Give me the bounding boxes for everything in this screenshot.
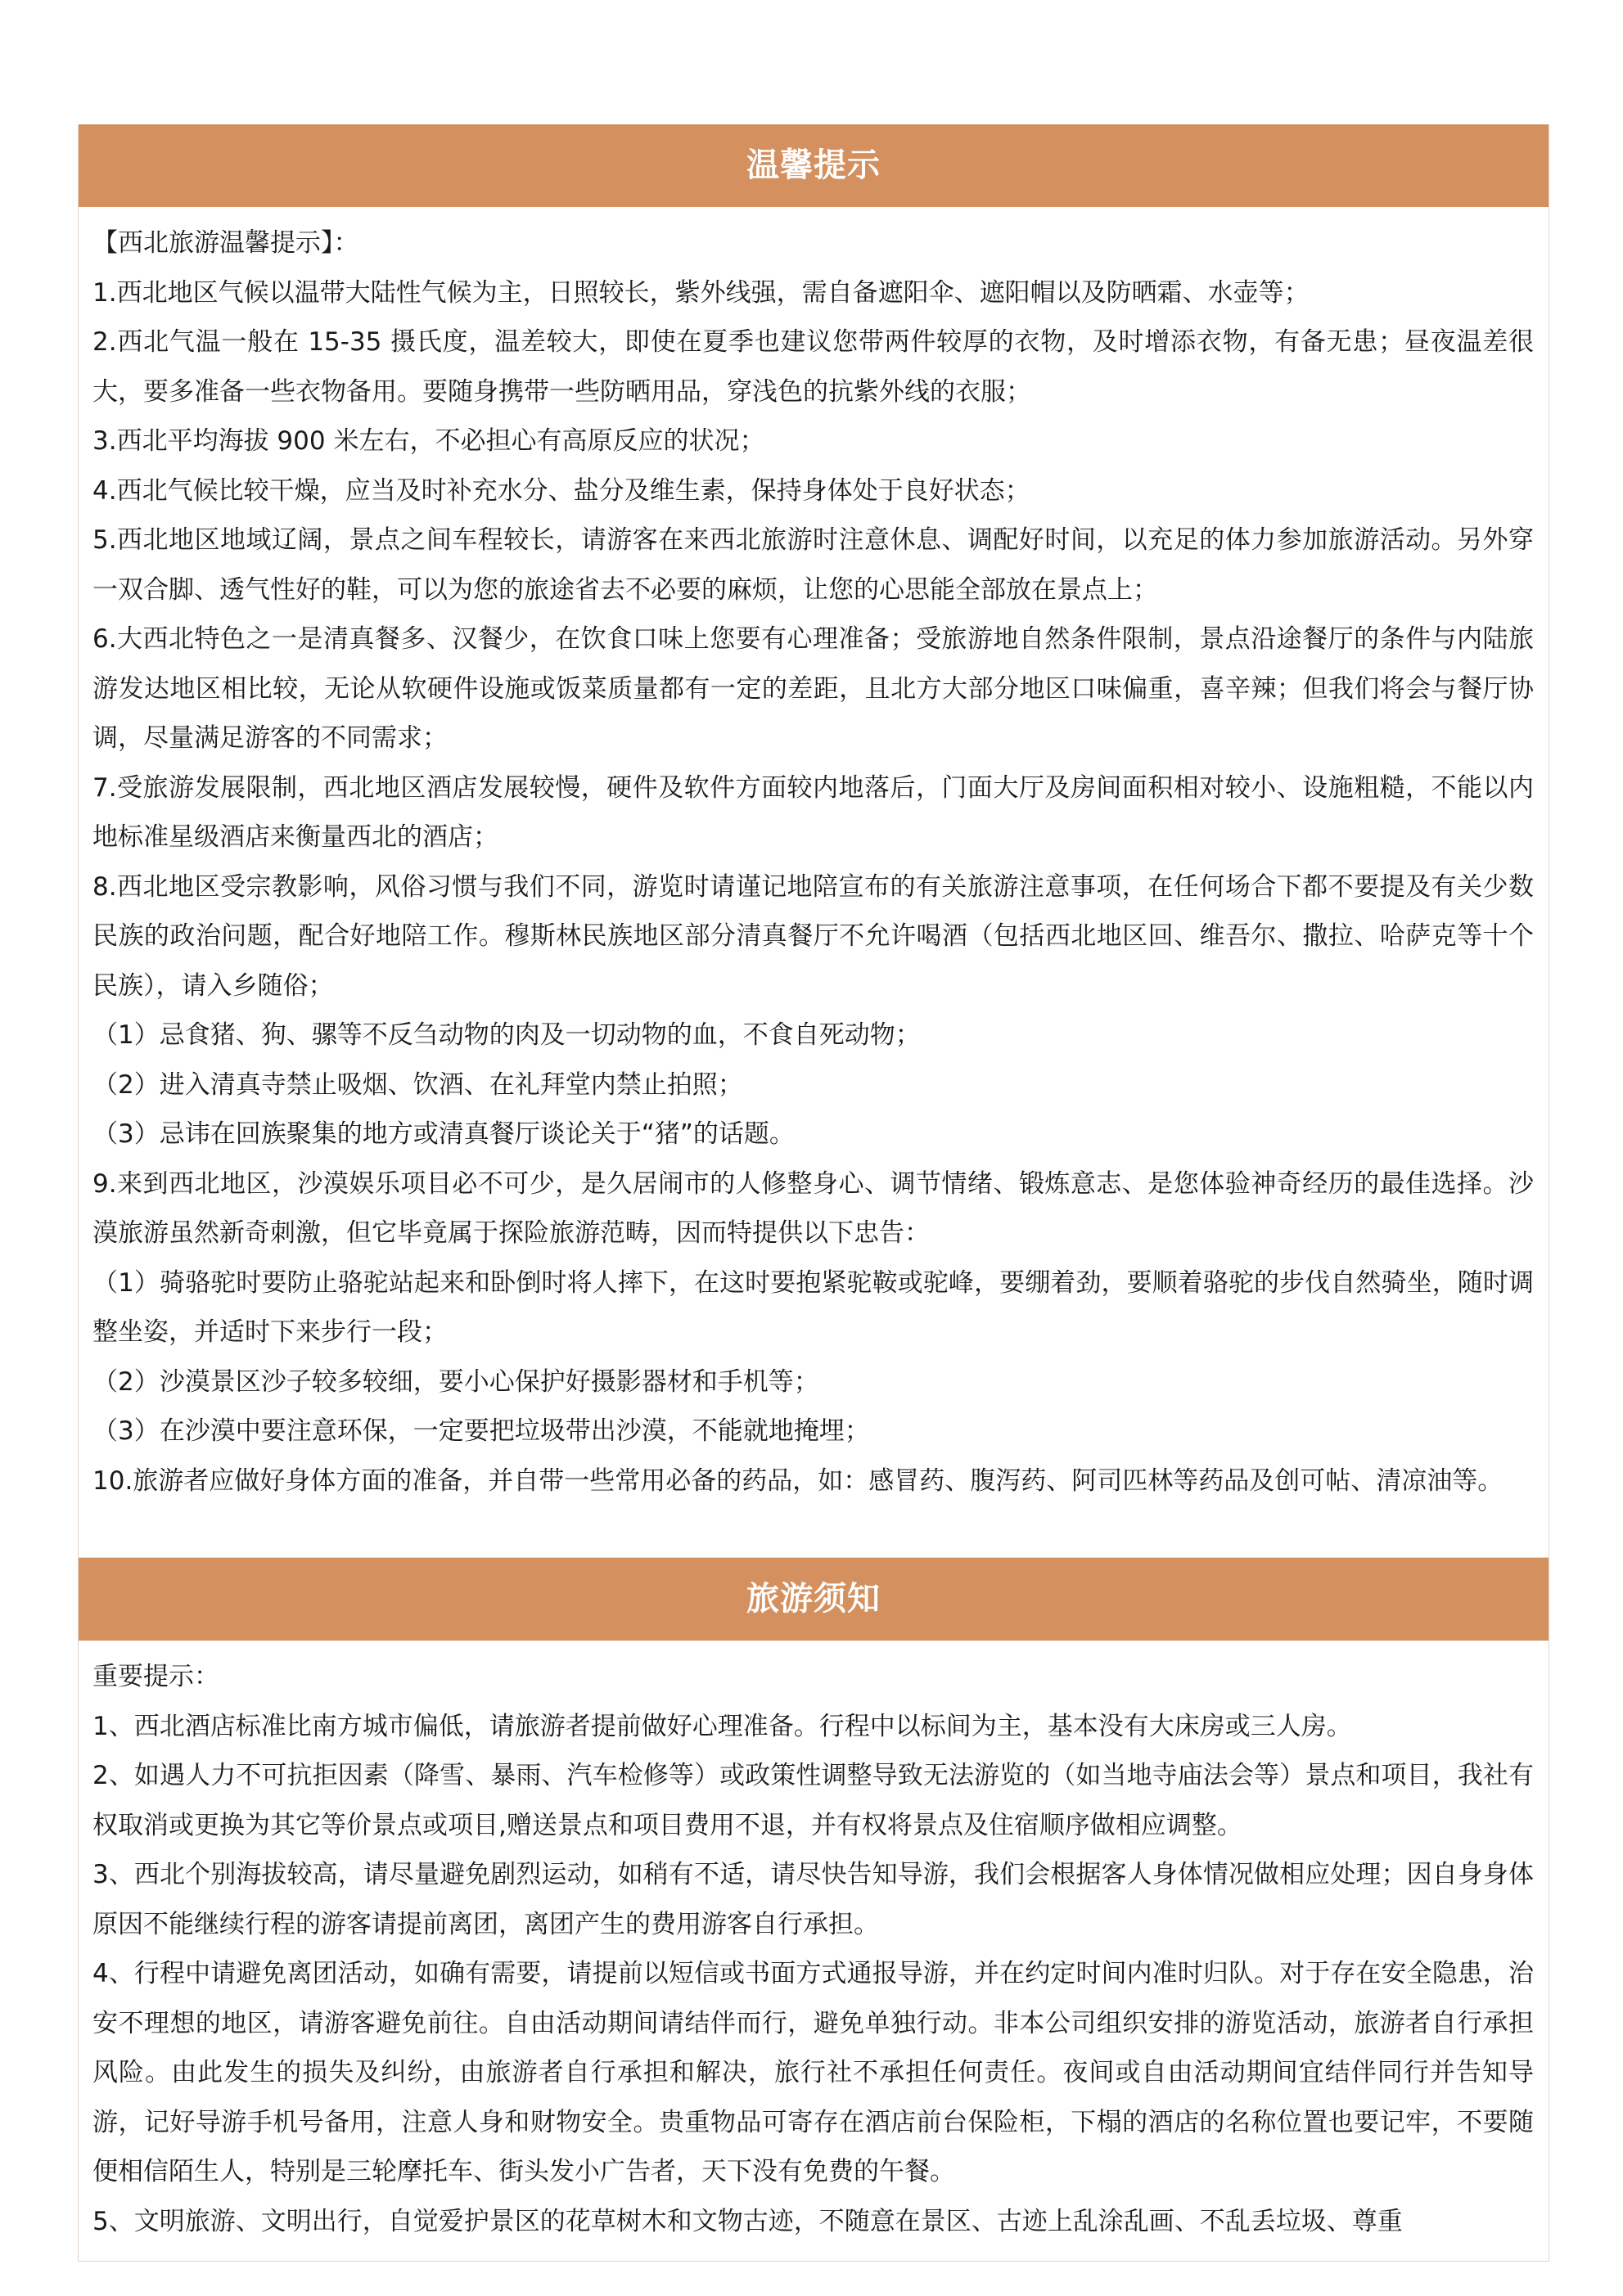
tip-subitem: （1）骑骆驼时要防止骆驼站起来和卧倒时将人摔下，在这时要抱紧驼鞍或驼峰，要绷着劲，要顺着骆驼的步伐自然骑坐，随时调整坐姿，并适时下来步行一段； <box>92 1267 1534 1347</box>
notice-item: 3、西北个别海拔较高，请尽量避免剧烈运动，如稍有不适，请尽快告知导游，我们会根据客人身体情况做相应处理；因自身身体原因不能继续行程的游客请提前离团，离团产生的费用游客自行承担。 <box>92 1860 1534 1939</box>
tip-subitem: （3）忌讳在回族聚集的地方或清真餐厅谈论关于“猪”的话题。 <box>92 1119 795 1149</box>
section-title: 旅游须知 <box>79 1558 1549 1641</box>
notice-item: 5、文明旅游、文明出行，自觉爱护景区的花草树木和文物古迹，不随意在景区、古迹上乱涂乱画、不乱丢垃圾、尊重 <box>92 2206 1403 2236</box>
tip-subitem: （3）在沙漠中要注意环保，一定要把垃圾带出沙漠，不能就地掩埋； <box>92 1416 870 1446</box>
tip-item: 9.来到西北地区，沙漠娱乐项目必不可少，是久居闹市的人修整身心、调节情绪、锻炼意志、是您体验神奇经历的最佳选择。沙漠旅游虽然新奇刺激，但它毕竟属于探险旅游范畴，因而特提供以下忠告： <box>92 1168 1534 1248</box>
section-title: 温馨提示 <box>79 124 1549 207</box>
section-travel-notice <box>78 1558 1549 2262</box>
tip-item: 10.旅游者应做好身体方面的准备，并自带一些常用必备的药品，如：感冒药、腹泻药、阿司匹林等药品及创可帖、清凉油等。 <box>92 1465 1504 1496</box>
tip-item: 1.西北地区气候以温带大陆性气候为主，日照较长，紫外线强，需自备遮阳伞、遮阳帽以及防晒霜、水壶等； <box>92 277 1310 308</box>
section-body <box>79 1641 1549 2246</box>
notice-item: 2、如遇人力不可抗拒因素（降雪、暴雨、汽车检修等）或政策性调整导致无法游览的（如当地寺庙法会等）景点和项目，我社有权取消或更换为其它等价景点或项目,赠送景点和项目费用不退，并有权将景点及住宿顺序做相应调整。 <box>92 1761 1534 1840</box>
tip-item: 8.西北地区受宗教影响，风俗习惯与我们不同，游览时请谨记地陪宣布的有关旅游注意事项，在任何场合下都不要提及有关少数民族的政治问题，配合好地陪工作。穆斯林民族地区部分清真餐厅不允许喝酒（包括西北地区回、维吾尔、撒拉、哈萨克等十个民族），请入乡随俗； <box>92 871 1534 1001</box>
tip-item: 6.大西北特色之一是清真餐多、汉餐少，在饮食口味上您要有心理准备；受旅游地自然条件限制，景点沿途餐厅的条件与内陆旅游发达地区相比较，无论从软硬件设施或饭菜质量都有一定的差距，且北方大部分地区口味偏重，喜辛辣；但我们将会与餐厅协调，尽量满足游客的不同需求； <box>92 624 1534 753</box>
tip-subitem: （2）进入清真寺禁止吸烟、饮酒、在礼拜堂内禁止拍照； <box>92 1069 743 1100</box>
notice-item: 4、行程中请避免离团活动，如确有需要，请提前以短信或书面方式通报导游，并在约定时间内准时归队。对于存在安全隐患，治安不理想的地区，请游客避免前往。自由活动期间请结伴而行，避免单独行动。非本公司组织安排的游览活动，旅游者自行承担风险。由此发生的损失及纠纷，由旅游者自行承担和解决，旅行社不承担任何责任。夜间或自由活动期间宜结伴同行并告知导游，记好导游手机号备用，注意人身和财物安全。贵重物品可寄存在酒店前台保险柜，下榻的酒店的名称位置也要记牢，不要随便相信陌生人，特别是三轮摩托车、街头发小广告者，天下没有免费的午餐。 <box>92 1959 1534 2186</box>
tip-item: 3.西北平均海拔 900 米左右，不必担心有高原反应的状况； <box>92 426 765 456</box>
section-body <box>79 207 1549 1506</box>
notice-item: 1、西北酒店标准比南方城市偏低，请旅游者提前做好心理准备。行程中以标间为主，基本没有大床房或三人房。 <box>92 1711 1352 1741</box>
notice-heading: 重要提示： <box>92 1662 219 1691</box>
tip-subitem: （2）沙漠景区沙子较多较细，要小心保护好摄影器材和手机等； <box>92 1366 819 1397</box>
tip-item: 4.西北气候比较干燥，应当及时补充水分、盐分及维生素，保持身体处于良好状态； <box>92 475 1030 506</box>
section-warm-tips <box>78 124 1549 1558</box>
tip-subitem: （1）忌食猪、狗、骡等不反刍动物的肉及一切动物的血，不食自死动物； <box>92 1020 921 1050</box>
tip-heading: 【西北旅游温馨提示】： <box>92 228 359 258</box>
tip-item: 5.西北地区地域辽阔，景点之间车程较长，请游客在来西北旅游时注意休息、调配好时间，以充足的体力参加旅游活动。另外穿一双合脚、透气性好的鞋，可以为您的旅途省去不必要的麻烦，让您的心思能全部放在景点上； <box>92 525 1534 605</box>
tip-item: 2.西北气温一般在 15-35 摄氏度，温差较大，即使在夏季也建议您带两件较厚的衣物，及时增添衣物，有备无患；昼夜温差很大，要多准备一些衣物备用。要随身携带一些防晒用品，穿浅色的抗紫外线的衣服； <box>92 327 1534 407</box>
tip-item: 7.受旅游发展限制，西北地区酒店发展较慢，硬件及软件方面较内地落后，门面大厅及房间面积相对较小、设施粗糙，不能以内地标准星级酒店来衡量西北的酒店； <box>92 772 1534 852</box>
